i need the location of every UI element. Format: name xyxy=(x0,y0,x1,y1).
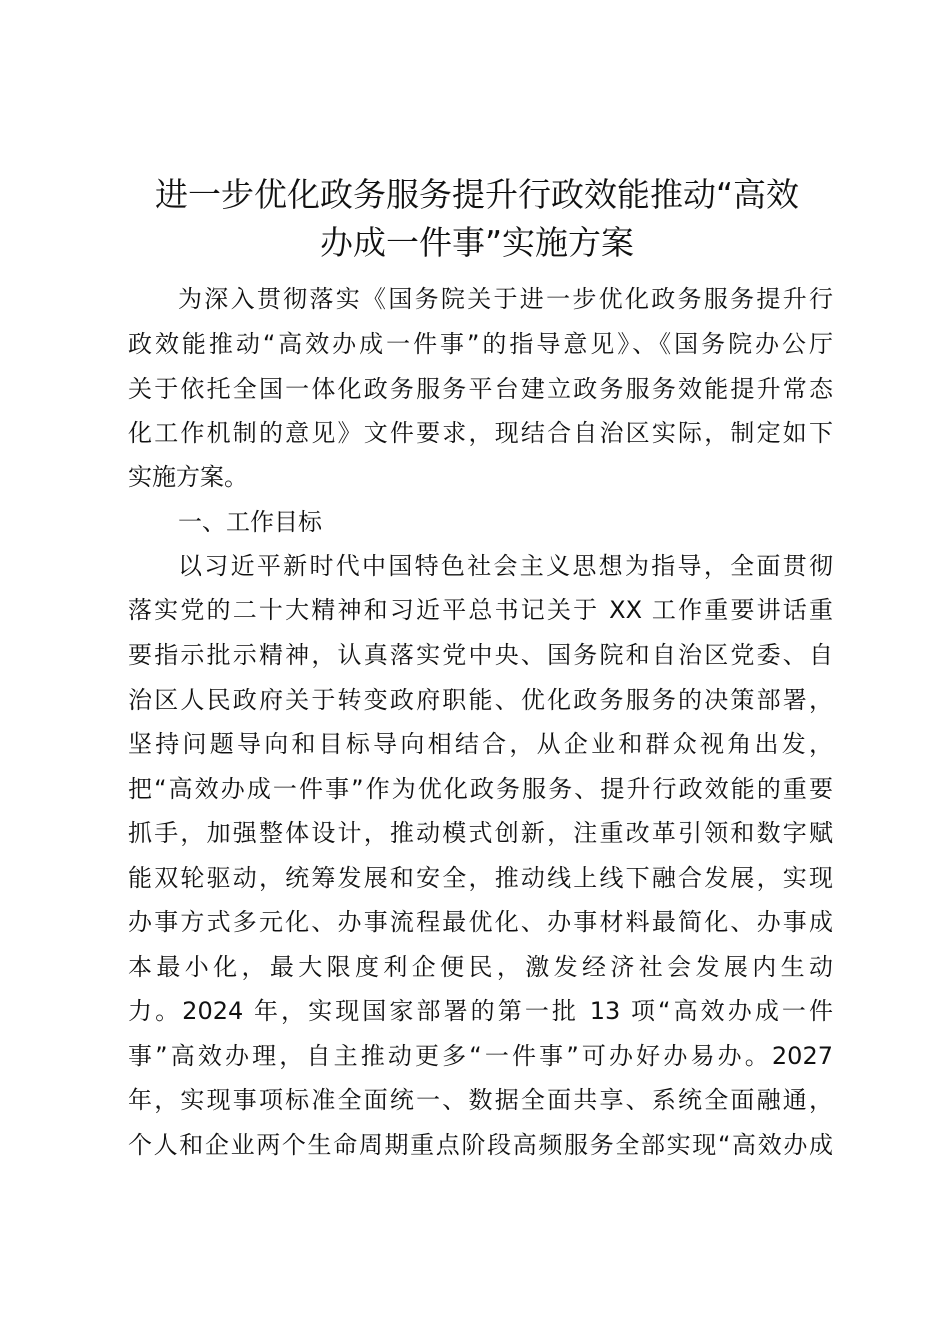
section1-line-3: 要指示批示精神，认真落实党中央、国务院和自治区党委、自 xyxy=(128,641,833,669)
section-heading-work-goals: 一、工作目标 xyxy=(178,508,322,536)
intro-line-1: 为深入贯彻落实《国务院关于进一步优化政务服务提升行 xyxy=(178,285,833,313)
section1-line-1: 以习近平新时代中国特色社会主义思想为指导，全面贯彻 xyxy=(178,552,833,580)
section1-line-11: 力。2024 年，实现国家部署的第一批 13 项“高效办成一件 xyxy=(128,997,833,1025)
section1-line-4: 治区人民政府关于转变政府职能、优化政务服务的决策部署， xyxy=(128,686,833,714)
section1-line-12: 事”高效办理，自主推动更多“一件事”可办好办易办。2027 xyxy=(128,1042,833,1070)
intro-line-2: 政效能推动“高效办成一件事”的指导意见》、《国务院办公厅 xyxy=(128,330,833,358)
title-line-1: 进一步优化政务服务提升行政效能推动“高效 xyxy=(154,175,800,214)
section1-line-2: 落实党的二十大精神和习近平总书记关于 XX 工作重要讲话重 xyxy=(128,596,833,624)
intro-line-3: 关于依托全国一体化政务服务平台建立政务服务效能提升常态 xyxy=(128,375,833,403)
section1-line-9: 办事方式多元化、办事流程最优化、办事材料最简化、办事成 xyxy=(128,908,833,936)
title-line-2: 办成一件事”实施方案 xyxy=(319,223,635,262)
section1-line-10: 本最小化，最大限度利企便民，激发经济社会发展内生动 xyxy=(128,953,833,981)
section1-line-5: 坚持问题导向和目标导向相结合，从企业和群众视角出发， xyxy=(128,730,833,758)
section1-line-14: 个人和企业两个生命周期重点阶段高频服务全部实现“高效办成 xyxy=(128,1131,833,1159)
intro-line-5: 实施方案。 xyxy=(128,463,248,491)
section1-line-6: 把“高效办成一件事”作为优化政务服务、提升行政效能的重要 xyxy=(128,775,833,803)
intro-line-4: 化工作机制的意见》文件要求，现结合自治区实际，制定如下 xyxy=(128,419,833,447)
document-title xyxy=(120,171,834,267)
section1-line-13: 年，实现事项标准全面统一、数据全面共享、系统全面融通， xyxy=(128,1086,833,1114)
section1-line-8: 能双轮驱动，统筹发展和安全，推动线上线下融合发展，实现 xyxy=(128,864,833,892)
section1-line-7: 抓手，加强整体设计，推动模式创新，注重改革引领和数字赋 xyxy=(128,819,833,847)
